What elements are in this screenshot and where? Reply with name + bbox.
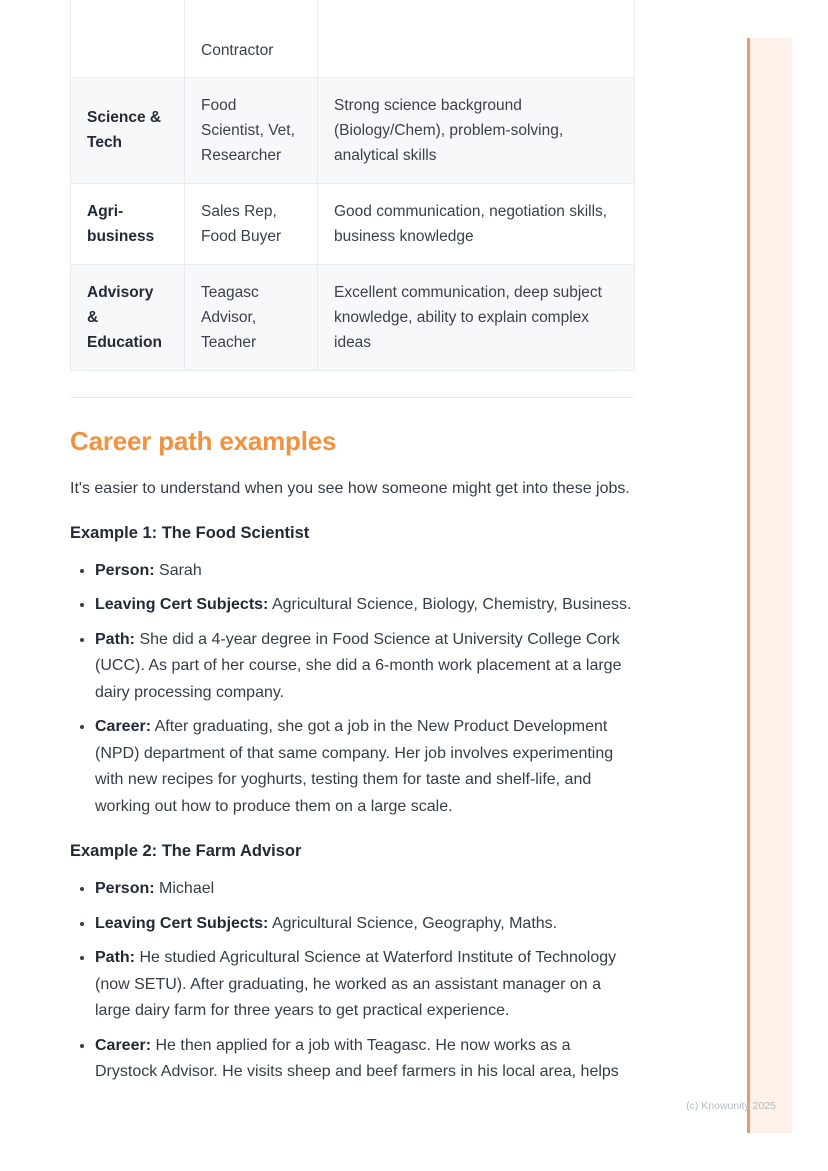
table-row-partial: [71, 0, 635, 77]
list-item-career: [95, 1033, 634, 1086]
table-cell-jobs: Contractor: [185, 0, 318, 77]
document-content: [70, 0, 634, 1108]
table-row-advisory-education: [71, 264, 635, 370]
table-cell-jobs: Food Scientist, Vet, Researcher: [185, 77, 318, 183]
copyright-notice: (c) Knowunity 2025: [686, 1100, 776, 1112]
bullet-label: Path:: [95, 949, 135, 966]
list-item-person: [95, 558, 634, 585]
intro-paragraph: It's easier to understand when you see how someone might get into these jobs.: [70, 479, 630, 497]
bullet-label: Career:: [95, 1036, 152, 1054]
table-cell-skills: Strong science background (Biology/Chem), problem-solving, analytical skills: [318, 77, 635, 183]
table-row-science-tech: [71, 77, 635, 183]
bullet-text: Sarah: [159, 561, 202, 579]
page-accent-strip: [747, 38, 792, 1133]
example-1-title: Example 1: The Food Scientist: [70, 523, 310, 542]
career-sectors-table: [70, 0, 635, 371]
table-cell-skills: Good communication, negotiation skills, business knowledge: [318, 183, 635, 264]
section-heading: Career path examples: [70, 425, 337, 456]
example-2-list: [70, 876, 634, 1086]
bullet-label: Leaving Cert Subjects:: [95, 914, 269, 932]
list-item-path: [95, 945, 634, 1025]
bullet-label: Person:: [95, 880, 155, 897]
list-item-subjects: [95, 911, 634, 938]
bullet-text: He studied Agricultural Science at Waterford Institute of Technology (now SETU). After graduating, he worked as an assistant manager on a large dairy farm for three years to get practical experience.: [95, 949, 617, 1019]
bullet-text: Agricultural Science, Geography, Maths.: [271, 914, 558, 932]
section-divider: [70, 397, 634, 398]
bullet-text: After graduating, she got a job in the New Product Development (NPD) department of that same company. Her job involves experimenting with new recipes for yoghurts, testing them for taste and shelf-life, and working out how to produce them on a large scale.: [95, 718, 614, 815]
table-cell-jobs: Sales Rep, Food Buyer: [185, 183, 318, 264]
list-item-subjects: [95, 592, 634, 619]
table-cell-category: Agri-business: [71, 183, 185, 264]
bullet-text: He then applied for a job with Teagasc. He now works as a Drystock Advisor. He visits sheep and beef farmers in his local area, helps: [95, 1036, 619, 1080]
bullet-text: Agricultural Science, Biology, Chemistry, Business.: [271, 596, 632, 613]
bullet-text: She did a 4-year degree in Food Science at University College Cork (UCC). As part of her course, she did a 6-month work placement at a large dairy processing company.: [95, 630, 622, 701]
table-cell-skills: [318, 0, 635, 77]
table-cell-category: Science & Tech: [71, 77, 185, 183]
example-2-title: Example 2: The Farm Advisor: [70, 842, 302, 860]
list-item-person: [95, 876, 634, 903]
accent-strip-fill: [750, 38, 792, 1133]
bullet-label: Leaving Cert Subjects:: [95, 596, 269, 613]
table-cell-skills: Excellent communication, deep subject knowledge, ability to explain complex ideas: [318, 264, 635, 370]
bullet-label: Career:: [95, 718, 152, 735]
table-cell-category: Advisory & Education: [71, 264, 185, 370]
bullet-label: Path:: [95, 630, 135, 648]
table-row-agri-business: [71, 183, 635, 264]
list-item-path: [95, 627, 634, 707]
list-item-career: [95, 714, 634, 820]
bullet-label: Person:: [95, 561, 155, 579]
table-cell-jobs: Teagasc Advisor, Teacher: [185, 264, 318, 370]
table-cell-category: [71, 0, 185, 77]
bullet-text: Michael: [159, 880, 215, 897]
example-1-list: [70, 558, 634, 821]
